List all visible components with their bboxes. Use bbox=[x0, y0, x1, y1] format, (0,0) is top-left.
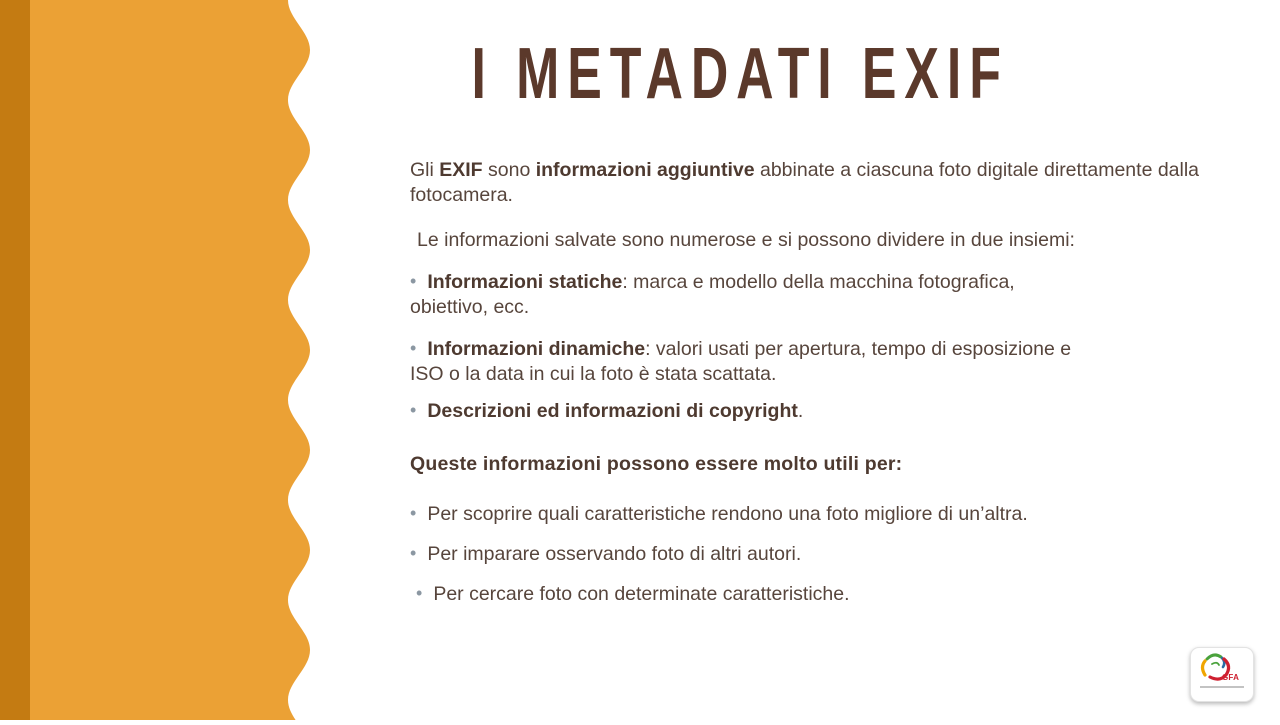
subtitle-paragraph: Le informazioni salvate sono numerose e si possono dividere in due insiemi: bbox=[417, 229, 1075, 251]
list-item-text: Per imparare osservando foto di altri autori. bbox=[427, 543, 802, 565]
bullet-icon: • bbox=[410, 503, 417, 523]
list-item-static-info bbox=[410, 270, 1243, 320]
list-item-text: ISO o la data in cui la foto è stata scattata. bbox=[410, 363, 777, 385]
list-item-text: obiettivo, ecc. bbox=[410, 296, 530, 318]
list-item-use-search bbox=[410, 582, 1243, 607]
intro-run: abbinate a ciascuna foto digitale direttamente dalla bbox=[754, 159, 1200, 181]
bullet-icon: • bbox=[410, 543, 417, 563]
wave-shape bbox=[30, 0, 310, 720]
intro-run: Gli bbox=[410, 159, 440, 181]
bullet-icon: • bbox=[416, 583, 423, 603]
uses-heading: Queste informazioni possono essere molto utili per: bbox=[410, 453, 903, 475]
list-item-text: . bbox=[797, 400, 804, 422]
left-accent-bar bbox=[0, 0, 30, 720]
list-item-dynamic-info bbox=[410, 337, 1243, 387]
bullet-icon: • bbox=[410, 400, 417, 420]
intro-run-bold: EXIF bbox=[439, 159, 483, 181]
list-item-text: Per cercare foto con determinate caratteristiche. bbox=[433, 583, 850, 605]
intro-run: sono bbox=[482, 159, 536, 181]
intro-run: fotocamera. bbox=[410, 184, 513, 206]
gfa-logo-card bbox=[1190, 647, 1254, 702]
list-item-text: : valori usati per apertura, tempo di esposizione e bbox=[645, 338, 1072, 360]
list-item-lead: Informazioni statiche bbox=[427, 271, 623, 293]
wave-decoration bbox=[0, 0, 330, 720]
intro-paragraph bbox=[410, 158, 1243, 208]
list-item-copyright-info bbox=[410, 399, 1243, 424]
gfa-logo-label: GFA bbox=[1222, 673, 1240, 682]
intro-run-bold: informazioni aggiuntive bbox=[535, 159, 755, 181]
gfa-logo-tagline bbox=[1200, 686, 1244, 688]
bullet-icon: • bbox=[410, 338, 417, 358]
bullet-icon: • bbox=[410, 271, 417, 291]
list-item-text: : marca e modello della macchina fotografica, bbox=[622, 271, 1015, 293]
slide-title bbox=[300, 34, 1180, 114]
list-item-use-learn bbox=[410, 542, 1243, 567]
list-item-text: Per scoprire quali caratteristiche rendono una foto migliore di un’altra. bbox=[427, 503, 1028, 525]
slide-title-text: I METADATI EXIF bbox=[471, 34, 1009, 114]
slide-body bbox=[410, 158, 1243, 622]
list-item-lead: Descrizioni ed informazioni di copyright bbox=[427, 400, 798, 422]
side-accent-band bbox=[0, 0, 330, 720]
list-item-use-discover bbox=[410, 502, 1243, 527]
list-item-lead: Informazioni dinamiche bbox=[427, 338, 646, 360]
